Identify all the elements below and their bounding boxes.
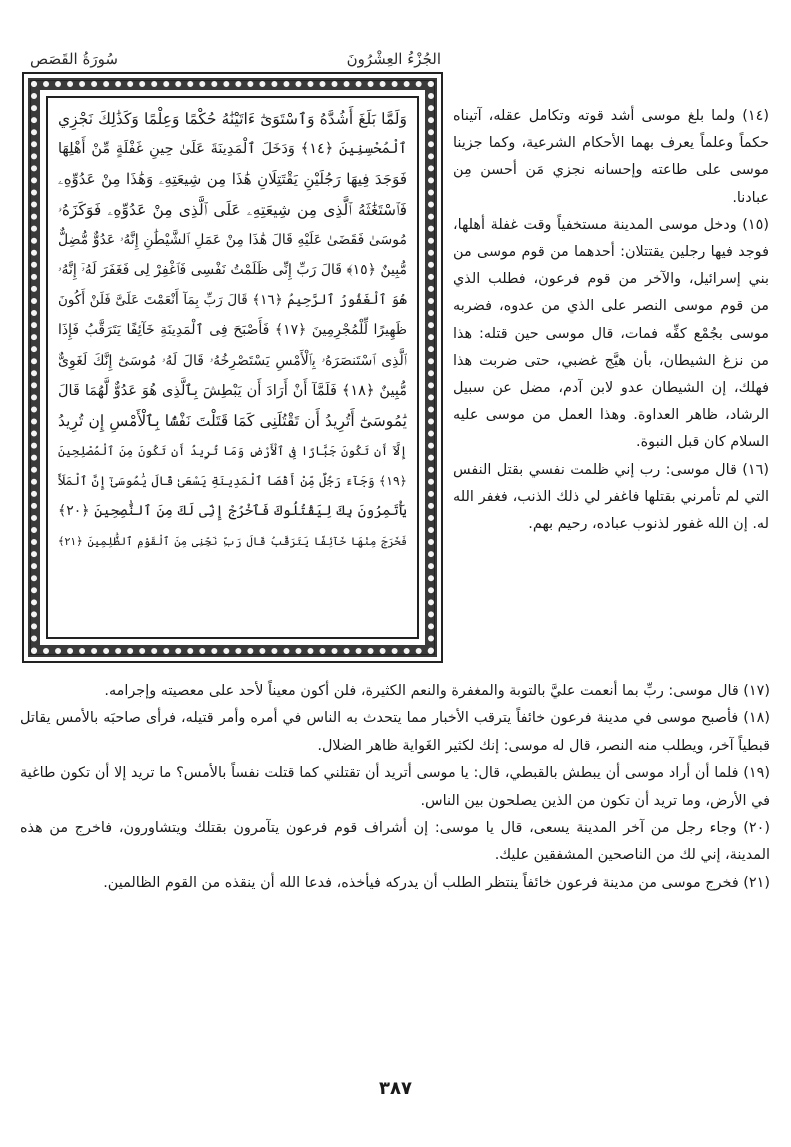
quran-text-area [46, 96, 419, 639]
quran-line: فَٱسْتَغَٰثَهُ ٱلَّذِى مِن شِيعَتِهِۦ عَلَى ٱلَّذِى مِنْ عَدُوِّهِۦ فَوَكَزَهُۥ [58, 200, 407, 219]
page-header [30, 48, 441, 72]
surah-name: سُورَةُ القَصَص [30, 50, 118, 68]
quran-line: ﴿١٩﴾ وَجَآءَ رَجُلٌ مِّنْ أَقْصَا ٱلْمَدِينَةِ يَسْعَىٰ قَالَ يَٰمُوسَىٰٓ إِنَّ ٱلْمَلَأَ [58, 473, 407, 489]
tafsir-paragraph: (١٤) ولما بلغ موسى أشد قوته وتكامل عقله، آتيناه حكماً وعلماً يعرف بهما الأحكام الشرعية، وكما جزينا موسى على طاعته وإحسانه نجزي مَن أحسن مِن عبادنا. [453, 108, 769, 206]
quran-verses [48, 104, 417, 631]
quran-line: إِلَّآ أَن تَكُونَ جَبَّارًا فِى ٱلْأَرْضِ وَمَا تُرِيدُ أَن تَكُونَ مِنَ ٱلْمُصْلِحِينَ [58, 444, 407, 459]
quran-line: يَأْتَمِرُونَ بِكَ لِيَقْتُلُوكَ فَٱخْرُجْ إِنِّى لَكَ مِنَ ٱلنَّٰصِحِينَ ﴿٢٠﴾ [58, 503, 407, 520]
tafsir-paragraph: (١٨) فأصبح موسى في مدينة فرعون خائفاً يترقب الأخبار مما يتحدث به الناس في أمره وأمر قتيله، فرأى صاحبَه بالأمس يقاتل قبطياً آخر، ويطلب منه النصر، قال له موسى: إنك لكثير الغَواية ظاهر الضلال. [20, 710, 770, 754]
quran-line: وَلَمَّا بَلَغَ أَشُدَّهُ وَٱسْتَوَىٰٓ ءَاتَيْنَٰهُ حُكْمًا وَعِلْمًا وَكَذَٰلِكَ نَجْزِي [58, 110, 407, 128]
tafsir-full-width [20, 678, 770, 897]
quran-text-frame [22, 72, 443, 663]
quran-line: مُوسَىٰ فَقَضَىٰ عَلَيْهِ قَالَ هَٰذَا مِنْ عَمَلِ ٱلشَّيْطَٰنِ إِنَّهُۥ عَدُوٌّ مُّضِلٌّ [58, 231, 407, 248]
quran-line: مُّبِينٌ ﴿١٥﴾ قَالَ رَبِّ إِنِّى ظَلَمْتُ نَفْسِى فَٱغْفِرْ لِى فَغَفَرَ لَهُۥٓ إِنَّهُۥ [58, 261, 407, 278]
quran-line: هُوَ ٱلْغَفُورُ ٱلرَّحِيمُ ﴿١٦﴾ قَالَ رَبِّ بِمَآ أَنْعَمْتَ عَلَىَّ فَلَنْ أَكُونَ [58, 292, 407, 309]
tafsir-paragraph: (٢٠) وجاء رجل من آخر المدينة يسعى، قال يا موسى: إن أشراف قوم فرعون يتآمرون بقتلك ويتشاورون، فاخرج من هذه المدينة، إني لك من الناصحين المشفقين عليك. [20, 820, 770, 864]
quran-line: يَٰمُوسَىٰٓ أَتُرِيدُ أَن تَقْتُلَنِى كَمَا قَتَلْتَ نَفْسًۢا بِٱلْأَمْسِ إِن تُرِيدُ [58, 411, 407, 430]
quran-line: ٱلَّذِى ٱسْتَنصَرَهُۥ بِٱلْأَمْسِ يَسْتَصْرِخُهُۥ قَالَ لَهُۥ مُوسَىٰٓ إِنَّكَ لَغَوِىٌّ [58, 352, 407, 369]
quran-line: مُّبِينٌ ﴿١٨﴾ فَلَمَّآ أَنْ أَرَادَ أَن يَبْطِشَ بِٱلَّذِى هُوَ عَدُوٌّ لَّهُمَا قَالَ [58, 382, 407, 399]
page-number: ٣٨٧ [379, 1078, 412, 1099]
quran-line: ٱلْمُحْسِنِينَ ﴿١٤﴾ وَدَخَلَ ٱلْمَدِينَةَ عَلَىٰ حِينِ غَفْلَةٍ مِّنْ أَهْلِهَا [58, 141, 407, 158]
quran-line: ظَهِيرًا لِّلْمُجْرِمِينَ ﴿١٧﴾ فَأَصْبَحَ فِى ٱلْمَدِينَةِ خَآئِفًا يَتَرَقَّبُ فَإِذَا [58, 322, 407, 339]
quran-line: فَوَجَدَ فِيهَا رَجُلَيْنِ يَقْتَتِلَانِ هَٰذَا مِن شِيعَتِهِۦ وَهَٰذَا مِنْ عَدُوِّهِۦ [58, 170, 407, 189]
tafsir-column [453, 103, 769, 538]
juz-name: الجُزْءُ العِشْرُونَ [346, 50, 441, 68]
tafsir-paragraph: (١٥) ودخل موسى المدينة مستخفياً وقت غفلة أهلها، فوجد فيها رجلين يقتتلان: أحدهما من قوم موسى من بني إسرائيل، والآخر من قوم فرعون، فطلب الذي من قوم موسى النصر على الذي من عدوه، فضربه موسى بجُمْع كفِّه فمات، قال موسى حين قتله: هذا من نزغ الشيطان، بأن هيَّج غضبي، حتى ضربت هذا فهلك، إن الشيطان عدو لابن آدم، مضل عن سبيل الرشاد، ظاهر العداوة. وهذا العمل من موسى عليه السلام كان قبل النبوة. [453, 216, 769, 451]
tafsir-paragraph: (١٧) قال موسى: ربِّ بما أنعمت عليَّ بالتوبة والمغفرة والنعم الكثيرة، فلن أكون معيناً لأحد على معصيته وإجرامه. [104, 683, 770, 699]
tafsir-paragraph: (٢١) فخرج موسى من مدينة فرعون خائفاً ينتظر الطلب أن يدركه فيأخذه، فدعا الله أن ينقذه من القوم الظالمين. [103, 874, 770, 891]
tafsir-paragraph: (١٦) قال موسى: رب إني ظلمت نفسي بقتل النفس التي لم تأمرني بقتلها فاغفر لي ذلك الذنب، فغفر الله له. إن الله غفور لذنوب عباده، رحيم بهم. [453, 461, 769, 533]
quran-line: فَخَرَجَ مِنْهَا خَآئِفًا يَتَرَقَّبُ قَالَ رَبِّ نَجِّنِى مِنَ ٱلْقَوْمِ ٱلظَّٰلِمِينَ ﴿٢١﴾ [58, 534, 407, 548]
tafsir-paragraph: (١٩) فلما أن أراد موسى أن يبطش بالقبطي، قال: يا موسى أتريد أن تقتلني كما قتلت نفساً بالأمس؟ ما تريد إلا أن تكون طاغية في الأرض، وما تريد أن تكون من الذين يصلحون بين الناس. [20, 765, 770, 809]
